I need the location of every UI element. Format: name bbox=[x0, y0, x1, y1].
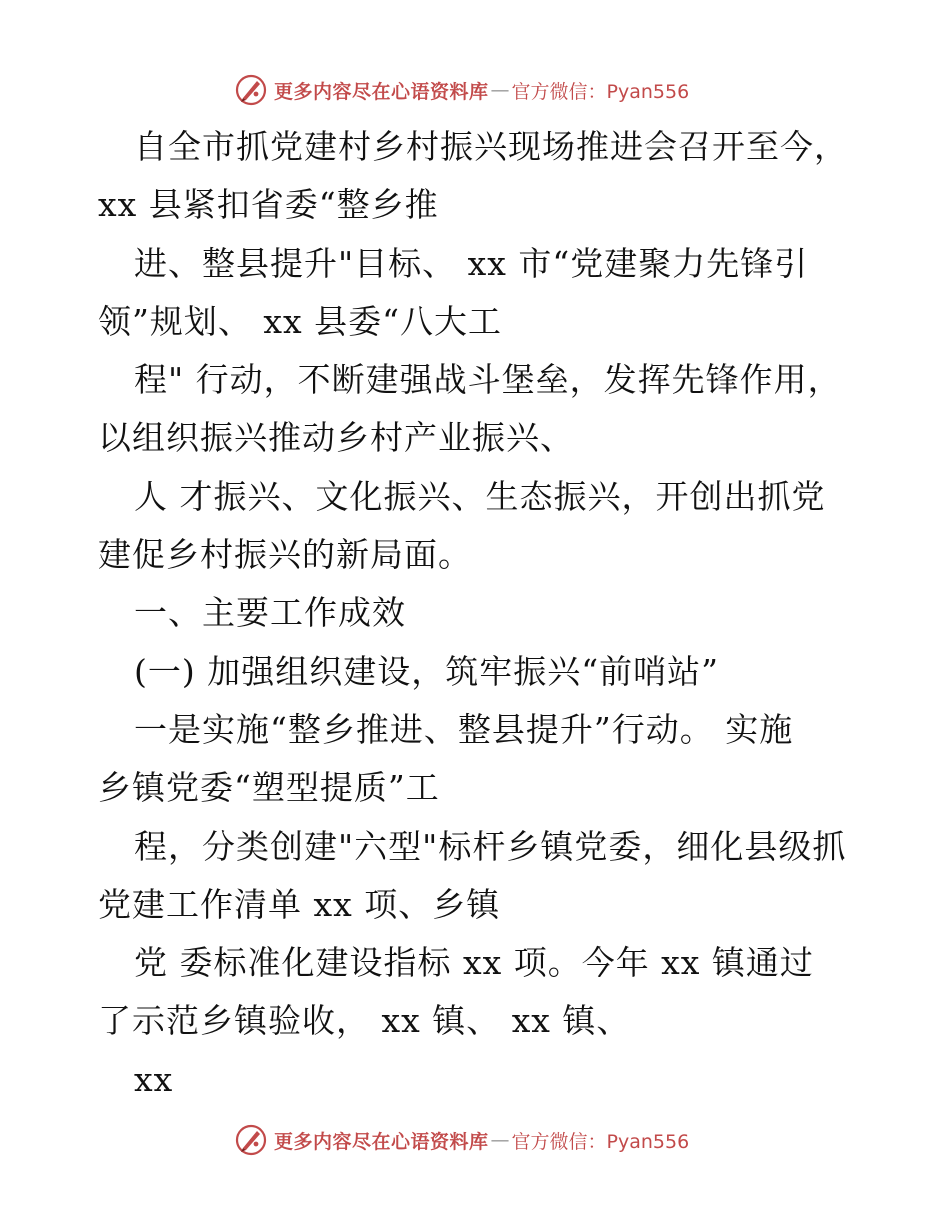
text-line: xx bbox=[134, 1059, 174, 1099]
text-line: 建促乡村振兴的新局面。 bbox=[98, 535, 472, 575]
document-body bbox=[98, 118, 858, 1109]
watermark-brand: 更多内容尽在心语资料库 bbox=[274, 80, 489, 103]
text-line: 人 才振兴、文化振兴、生态振兴，开创出抓党 bbox=[134, 476, 826, 516]
text-line: 程" 行动，不断建强战斗堡垒，发挥先锋作用， bbox=[134, 360, 842, 400]
text-line: 党建工作清单 xx 项、乡镇 bbox=[98, 884, 501, 924]
watermark-separator: — bbox=[490, 79, 510, 101]
section-heading: 一、主要工作成效 bbox=[134, 593, 406, 633]
text-line: 党 委标准化建设指标 xx 项。今年 xx 镇通过 bbox=[134, 943, 814, 983]
watermark-wechat: 官方微信：Pyan556 bbox=[511, 1130, 690, 1153]
watermark-header bbox=[234, 70, 689, 110]
watermark-wechat: 官方微信：Pyan556 bbox=[511, 80, 690, 103]
text-line: 以组织振兴推动乡村产业振兴、 bbox=[98, 418, 574, 458]
watermark-brand: 更多内容尽在心语资料库 bbox=[274, 1130, 489, 1153]
text-line: 自全市抓党建村乡村振兴现场推进会召开至今， bbox=[134, 127, 848, 166]
text-line: 领”规划、 xx 县委“八大工 bbox=[98, 301, 502, 341]
quill-logo-icon bbox=[234, 1123, 268, 1157]
quill-logo-icon bbox=[234, 73, 268, 107]
text-line: 程，分类创建"六型"标杆乡镇党委，细化县级抓 bbox=[134, 826, 847, 866]
text-line: 乡镇党委“塑型提质”工 bbox=[98, 768, 440, 808]
text-line: 了示范乡镇验收， xx 镇、 xx 镇、 bbox=[98, 1001, 631, 1041]
text-line: 进、整县提升"目标、 xx 市“党建聚力先锋引 bbox=[134, 243, 809, 283]
watermark-footer bbox=[234, 1120, 689, 1160]
watermark-separator: — bbox=[490, 1129, 510, 1151]
text-line: 一是实施“整乡推进、整县提升”行动。 实施 bbox=[134, 709, 794, 749]
subsection-heading: (一) 加强组织建设，筑牢振兴“前哨站” bbox=[134, 651, 719, 691]
text-line: xx 县紧扣省委“整乡推 bbox=[98, 185, 439, 225]
